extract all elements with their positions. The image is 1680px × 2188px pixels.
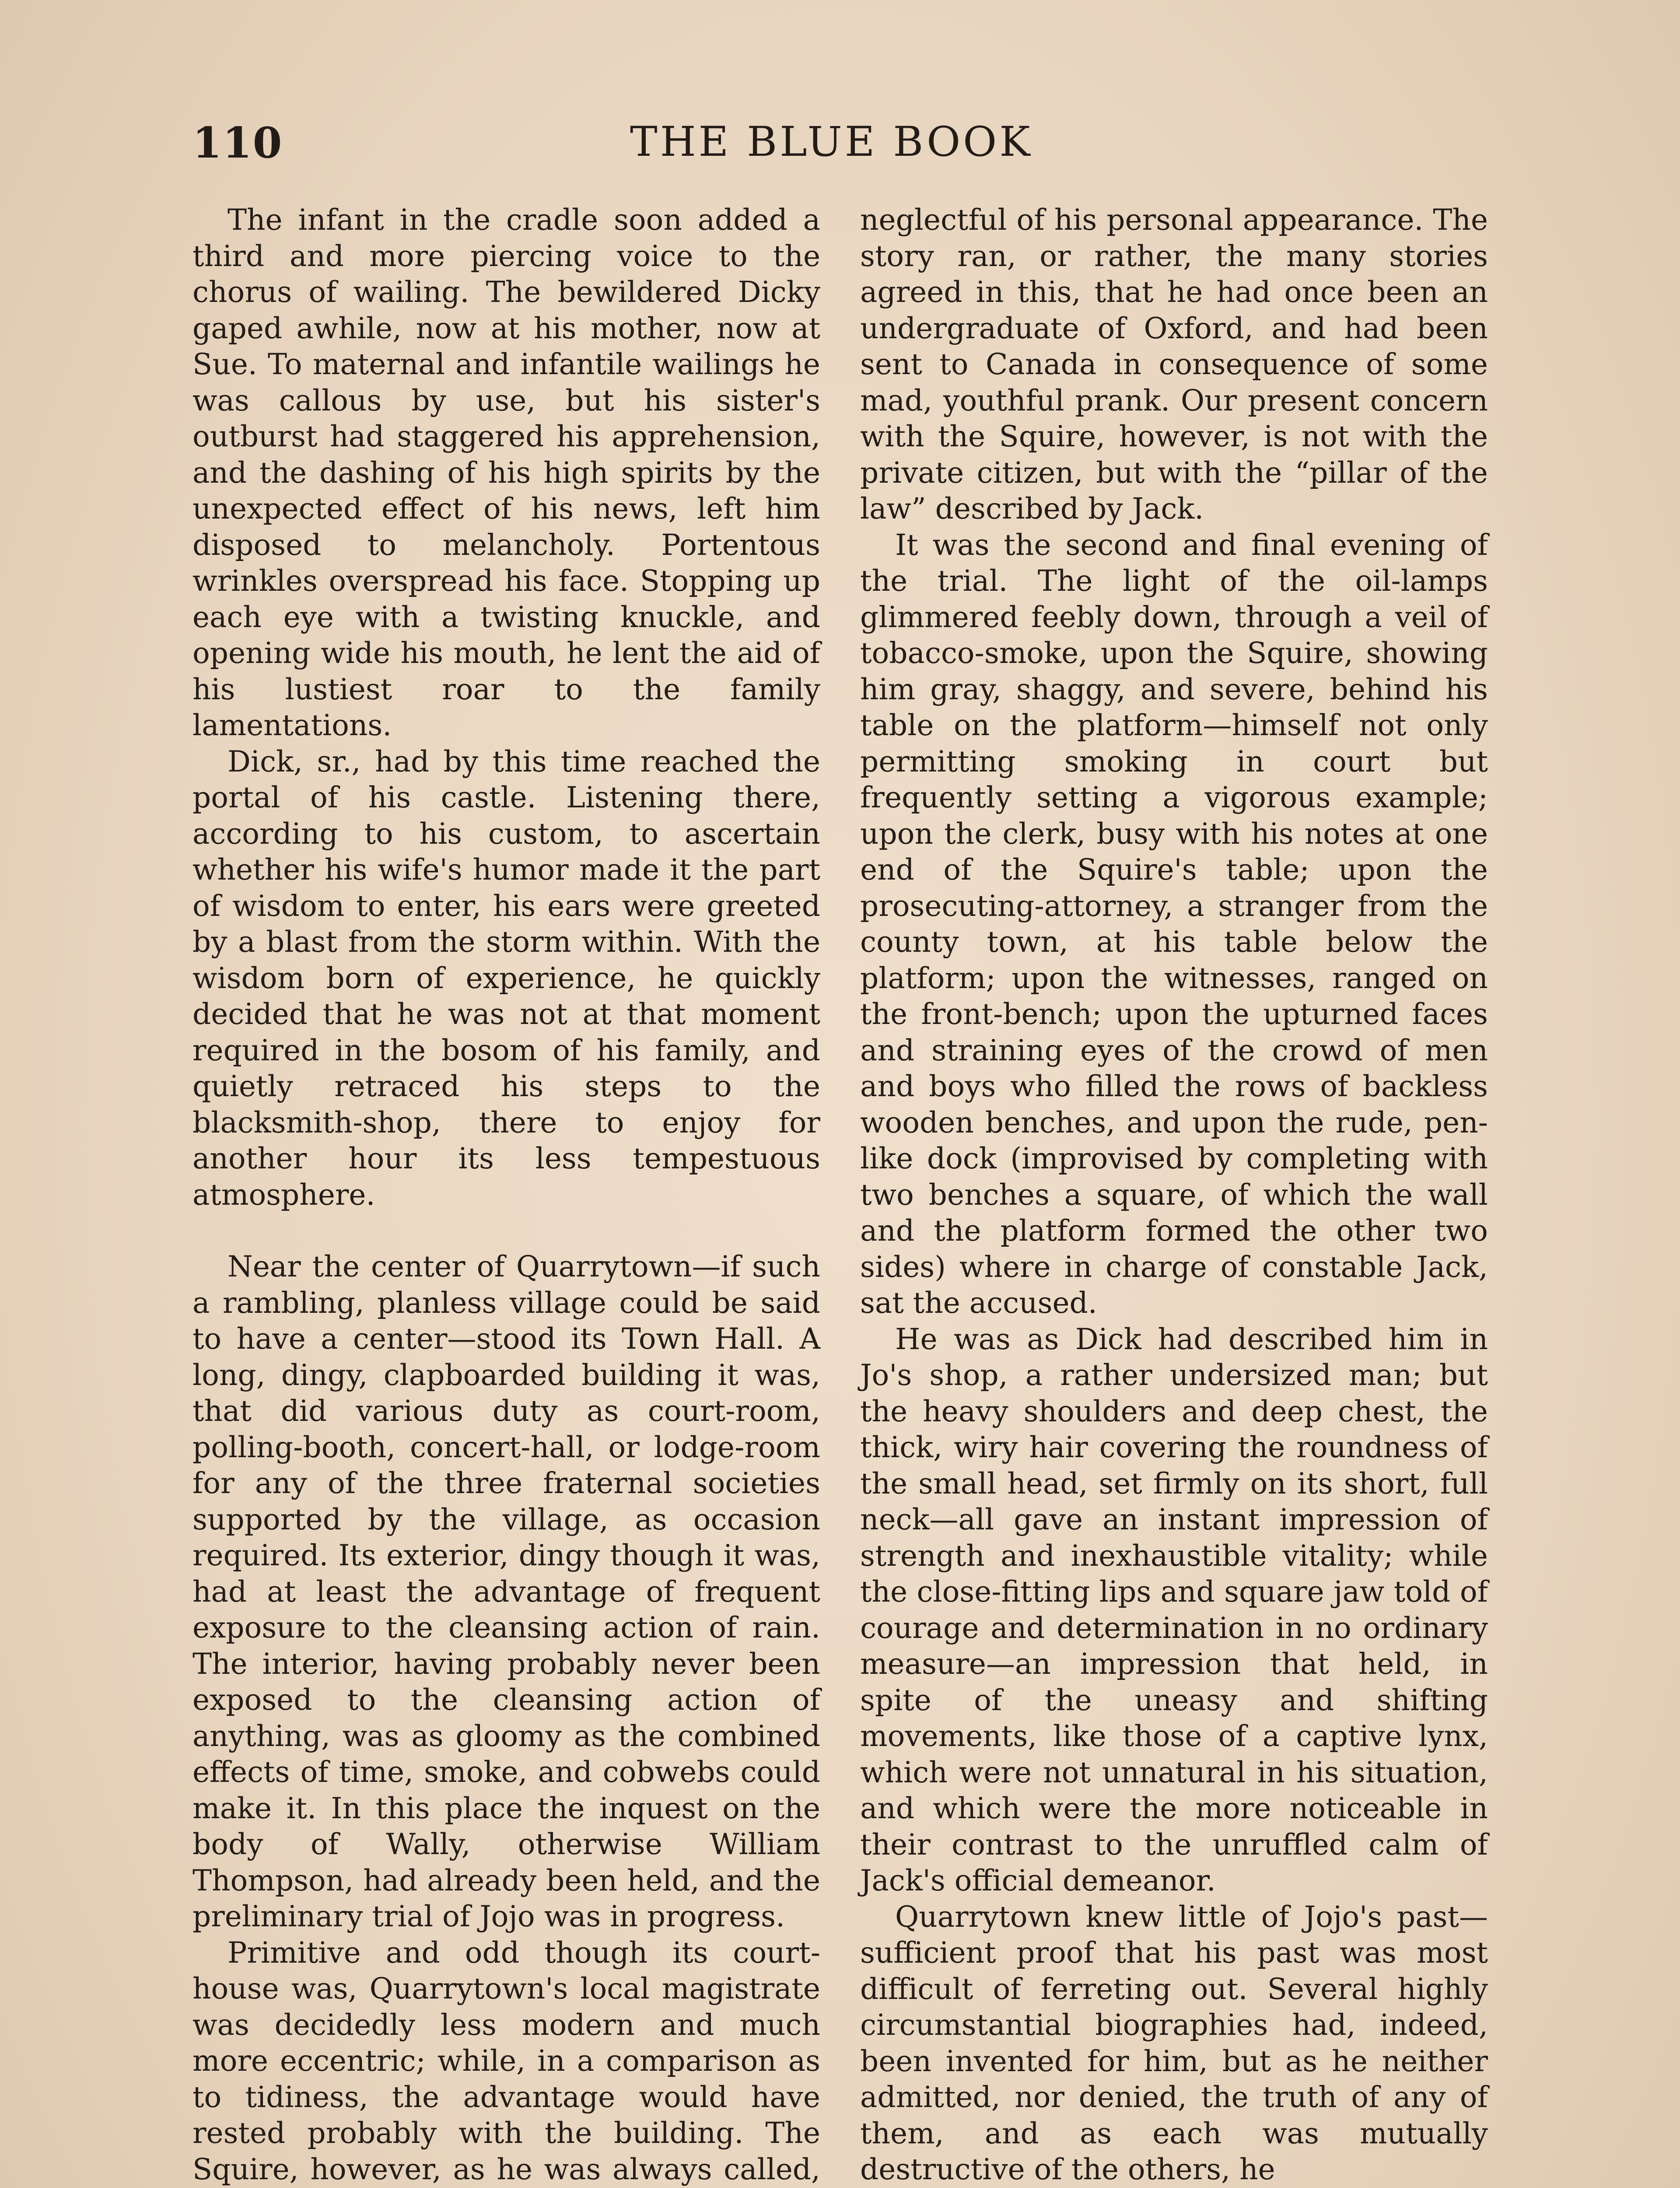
paragraph: neglectful of his personal appearance. The story ran, or rather, the many stories agreed in this, that he had once been an undergraduate of Oxford, and had been sent to Canada in consequence of some mad, youthful prank. Our present concern with the Squire, however, is not with the private citizen, but with the “pillar of the law” described by Jack.: [860, 203, 1488, 526]
paragraph: He was as Dick had described him in Jo's shop, a rather undersized man; but the heavy shoulders and deep chest, the thick, wiry hair covering the roundness of the small head, set firmly on its short, full neck—all gave an instant impression of strength and inexhaustible vitality; while the close-fitting lips and square jaw told of courage and determination in no ordinary measure—an impression that held, in spite of the uneasy and shifting movements, like those of a captive lynx, which were not unnatural in his situation, and which were the more noticeable in their contrast to the unruffled calm of Jack's official demeanor.: [860, 1322, 1488, 1897]
right-column: [860, 202, 1488, 2188]
running-head: THE BLUE BOOK: [630, 118, 1033, 166]
page-number: 110: [192, 118, 283, 168]
paragraph: The infant in the cradle soon added a third and more piercing voice to the chorus of wailing. The bewildered Dicky gaped awhile, now at his mother, now at Sue. To maternal and infantile wailings he was callous by use, but his sister's outburst had staggered his apprehension, and the dashing of his high spirits by the unexpected effect of his news, left him disposed to melancholy. Portentous wrinkles overspread his face. Stopping up each eye with a twisting knuckle, and opening wide his mouth, he lent the aid of his lustiest roar to the family lamentations.: [192, 203, 820, 742]
paragraph: Primitive and odd though its court-house was, Quarrytown's local magistrate was decidedly less modern and much more eccentric; while, in a comparison as to tidiness, the advantage would have rested probably with the building. The Squire, however, as he was always called,: [192, 1936, 820, 2186]
left-column: [192, 202, 820, 2188]
paragraph: Near the center of Quarrytown—if such a rambling, planless village could be said to have a center—stood its Town Hall. A long, dingy, clapboarded building it was, that did various duty as court-room, polling-booth, concert-hall, or lodge-room for any of the three fraternal societies supported by the village, as occasion required. Its exterior, dingy though it was, had at least the advantage of frequent exposure to the cleansing action of rain. The interior, having probably never been exposed to the cleansing action of anything, was as gloomy as the combined effects of time, smoke, and cobwebs could make it. In this place the inquest on the body of Wally, otherwise William Thompson, had already been held, and the preliminary trial of Jojo was in progress.: [192, 1250, 820, 1933]
paragraph: Dick, sr., had by this time reached the portal of his castle. Listening there, according to his custom, to ascertain whether his wife's humor made it the part of wisdom to enter, his ears were greeted by a blast from the storm within. With the wisdom born of experience, he quickly decided that he was not at that moment required in the bosom of his family, and quietly retraced his steps to the blacksmith-shop, there to enjoy for another hour its less tempestuous atmosphere.: [192, 744, 820, 1212]
paragraph: It was the second and final evening of the trial. The light of the oil-lamps glimmered feebly down, through a veil of tobacco-smoke, upon the Squire, showing him gray, shaggy, and severe, behind his table on the platform—himself not only permitting smoking in court but frequently setting a vigorous example; upon the clerk, busy with his notes at one end of the Squire's table; upon the prosecuting-attorney, a stranger from the county town, at his table below the platform; upon the witnesses, ranged on the front-bench; upon the upturned faces and straining eyes of the crowd of men and boys who filled the rows of backless wooden benches, and upon the rude, pen-like dock (improvised by completing with two benches a square, of which the wall and the platform formed the other two sides) where in charge of constable Jack, sat the accused.: [860, 528, 1488, 1320]
paragraph: Quarrytown knew little of Jojo's past—sufficient proof that his past was most difficult of ferreting out. Several highly circumstantial biographies had, indeed, been invented for him, but as he neither admitted, nor denied, the truth of any of them, and as each was mutually destructive of the others, he: [860, 1900, 1488, 2186]
